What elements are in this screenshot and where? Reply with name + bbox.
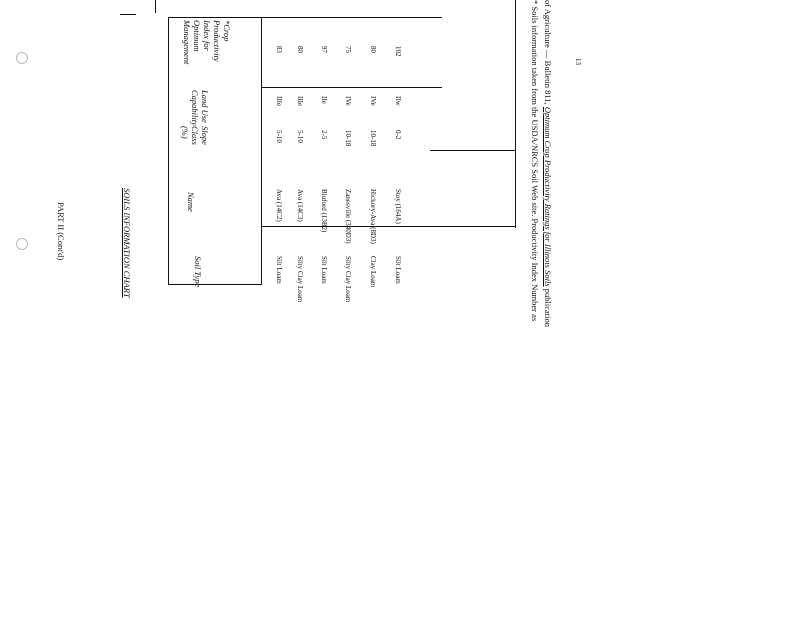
table-top-rule [168, 17, 442, 18]
table-right-rule [515, 0, 516, 228]
table-left-rule [168, 17, 169, 285]
cell-name: Bluford (13B2) [320, 189, 328, 233]
cell-slope: 2-5 [320, 130, 328, 140]
footnote-publication-title: Optimum Crop Productivity Ratings for Illinois Soils [543, 106, 553, 287]
cell-soil-type: Silt Loam [394, 256, 402, 284]
cell-soil-type: Silt Loam [275, 256, 283, 284]
subtable-rule [262, 87, 442, 88]
binder-hole-middle [16, 238, 28, 250]
chart-title: SOILS INFORMATION CHART [122, 188, 132, 298]
cell-name: Ava (14C2) [275, 189, 283, 222]
cell-index: 80 [369, 46, 377, 53]
cell-capability: IVe [344, 96, 352, 106]
header-productivity: *Crop Productivity Index for Optimum Management [182, 20, 232, 65]
cell-soil-type: Silty Clay Loam [296, 256, 304, 303]
cell-name: Zanesville (340D3) [344, 189, 352, 244]
page-header: PART II (Cont'd) [56, 202, 66, 261]
footnote-line-1: * Soils information taken from the USDA/NRCS Soil Web site. Productivity Index Number as [530, 0, 540, 322]
cell-name: Ava (14C3) [296, 189, 304, 222]
cell-slope: 5-10 [275, 130, 283, 143]
cell-slope: 0-2 [394, 130, 402, 140]
table-header-rule [261, 17, 262, 285]
cell-name: Hickory-Ava (8D3) [369, 189, 377, 244]
table-bottom-rule [168, 284, 262, 285]
header-soil-type: Soil Type [193, 256, 203, 288]
cell-slope: 10-18 [369, 130, 377, 147]
footnote-line-2 [543, 0, 553, 327]
cell-soil-type: Clay Loam [369, 256, 377, 288]
cell-slope: 5-10 [296, 130, 304, 143]
cell-index: 75 [344, 46, 352, 53]
cell-capability: IIe [320, 96, 328, 104]
cell-slope: 10-18 [344, 130, 352, 147]
cell-name: Stoy (164A) [394, 189, 402, 224]
cell-capability: IVe [369, 96, 377, 106]
cell-capability: IIIe [275, 96, 283, 107]
header-land-capability: Land Use Capability [190, 90, 210, 126]
cell-index: 102 [394, 46, 402, 57]
footnote-line-2-end: publication [543, 286, 553, 328]
cell-soil-type: Silt Loam [320, 256, 328, 284]
cell-soil-type: Silty Clay Loam [344, 256, 352, 303]
cell-index: 97 [320, 46, 328, 53]
corner-mark-2 [155, 0, 156, 13]
page-number: 13 [574, 58, 582, 65]
footnote-rule [430, 150, 516, 151]
cell-index: 80 [296, 46, 304, 53]
cell-capability: IIw [394, 96, 402, 106]
footnote-line-2-text: of Agriculture — Bulletin 811, [543, 0, 553, 107]
cell-capability: IIIe [296, 96, 304, 107]
cell-index: 83 [275, 46, 283, 53]
header-name: Name [186, 192, 196, 212]
corner-mark [120, 14, 136, 15]
header-slope: Slope Class (%) [180, 126, 210, 145]
binder-hole-top [16, 52, 28, 64]
table-mid-rule [262, 226, 516, 227]
